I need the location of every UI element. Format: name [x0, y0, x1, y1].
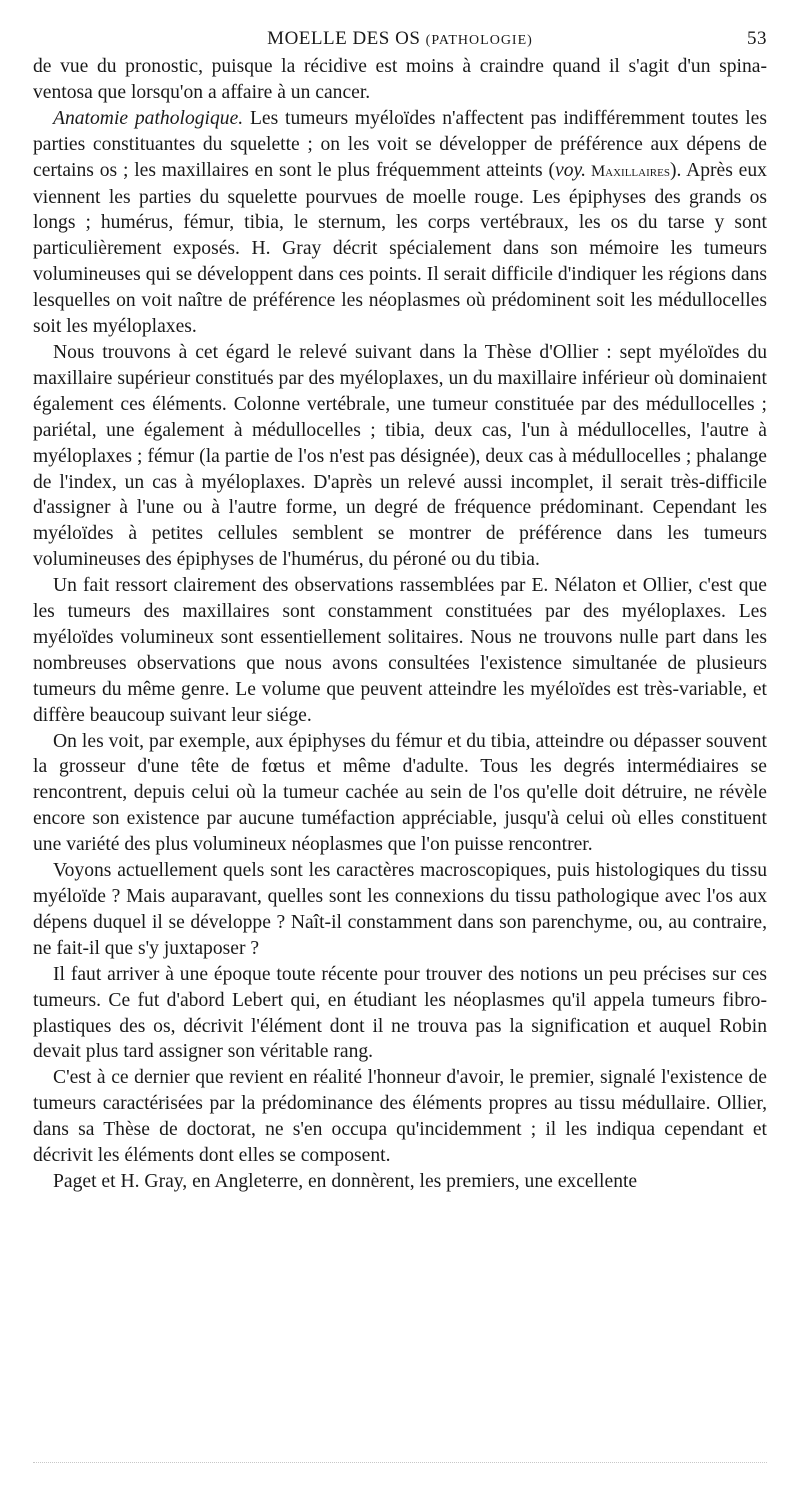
- cross-reference-term: Maxillaires: [586, 162, 670, 180]
- paragraph: Voyons actuellement quels sont les caractères macroscopiques, puis histologiques du tissu myéloïde ? Mais auparavant, quelles sont les connexions du tissu pathologique avec l'os aux dépens duquel il se développe ? Naît-il constamment dans son parenchyme, ou, au contraire, ne fait-il que s'y juxtaposer ?: [33, 860, 767, 959]
- paragraph: On les voit, par exemple, aux épiphyses du fémur et du tibia, atteindre ou dépasser souvent la grosseur d'une tête de fœtus et même d'adulte. Tous les degrés intermédiaires se rencontrent, depuis celui où la tumeur cachée au sein de l'os qu'elle doit détruire, ne révèle encore son existence par aucune tuméfaction appréciable, jusqu'à celui où elles constituent une variété des plus volumineux néoplasmes que l'on puisse rencontrer.: [33, 730, 767, 856]
- running-title-sub: (PATHOLOGIE): [425, 33, 533, 48]
- running-title-main: MOELLE DES OS: [267, 28, 426, 49]
- paragraph: Il faut arriver à une époque toute récente pour trouver des notions un peu précises sur ces tumeurs. Ce fut d'abord Lebert qui, en étudiant les néoplasmes qu'il appela tumeurs fibro-plastiques des os, décrivit l'élément dont il ne trouva pas la signification et auquel Robin devait plus tard assigner son véritable rang.: [33, 963, 767, 1063]
- paragraph-text: ). Après eux viennent les parties du squelette pourvues de moelle rouge. Les épiphyses des grands os longs ; humérus, fémur, tibia, le sternum, les corps vertébraux, les os du tarse y sont particulièrement exposés. H. Gray décrit spécialement dans son mémoire les tumeurs volumineuses qui se développent dans ces points. Il serait difficile d'indiquer les régions dans lesquelles on voit naître de préférence les néoplasmes où prédominent soit les médullocelles soit les myéloplaxes.: [33, 159, 767, 338]
- running-head: [33, 28, 767, 54]
- paragraph: de vue du pronostic, puisque la récidive est moins à craindre quand il s'agit d'un spina-ventosa que lorsqu'on a affaire à un cancer.: [33, 56, 767, 103]
- paragraph: Un fait ressort clairement des observations rassemblées par E. Nélaton et Ollier, c'est que les tumeurs des maxillaires sont constamment constituées par des myéloplaxes. Les myéloïdes volumineux sont essentiellement solitaires. Nous ne trouvons nulle part dans les nombreuses observations que nous avons consultées l'existence simultanée de plusieurs tumeurs du même genre. Le volume que peuvent atteindre les myéloïdes est très-variable, et diffère beaucoup suivant leur siége.: [33, 575, 767, 726]
- document-page: [33, 28, 767, 1195]
- running-title: [33, 28, 767, 50]
- section-heading: Anatomie pathologique.: [53, 107, 244, 129]
- cross-reference-abbrev: voy.: [555, 159, 587, 181]
- paragraph: [33, 106, 767, 340]
- paragraph-text: Les tumeurs myéloïdes n'affectent pas indifféremment toutes les parties constituantes du squelette ; on les voit se développer de préférence aux dépens de certains os ; les maxillaires en sont le plus fréquemment atteints (: [33, 107, 767, 181]
- paragraph: Paget et H. Gray, en Angleterre, en donnèrent, les premiers, une excellente: [53, 1170, 638, 1192]
- paragraph: Nous trouvons à cet égard le relevé suivant dans la Thèse d'Ollier : sept myéloïdes du maxillaire supérieur constitués par des myéloplaxes, un du maxillaire inférieur où dominaient également ces éléments. Colonne vertébrale, une tumeur constituée par des médullocelles ; pariétal, une également à médullocelles ; tibia, deux cas, l'un à médullocelles, l'autre à myéloplaxes ; fémur (la partie de l'os n'est pas désignée), deux cas à médullocelles ; phalange de l'index, un cas à myéloplaxes. D'après un relevé aussi incomplet, il serait très-difficile d'assigner à l'une ou à l'autre forme, un degré de fréquence prédominant. Cependant les myéloïdes à petites cellules semblent se montrer de préférence dans les tumeurs volumineuses des épiphyses de l'humérus, du péroné ou du tibia.: [33, 341, 767, 571]
- page-number: 53: [747, 28, 767, 49]
- bottom-divider: [33, 1462, 767, 1463]
- body-text: [33, 54, 767, 1195]
- paragraph: C'est à ce dernier que revient en réalité l'honneur d'avoir, le premier, signalé l'existence de tumeurs caractérisées par la prédominance des éléments propres au tissu médullaire. Ollier, dans sa Thèse de doctorat, ne s'en occupa qu'incidemment ; il les indiqua cependant et décrivit les éléments dont elles se composent.: [33, 1067, 767, 1167]
